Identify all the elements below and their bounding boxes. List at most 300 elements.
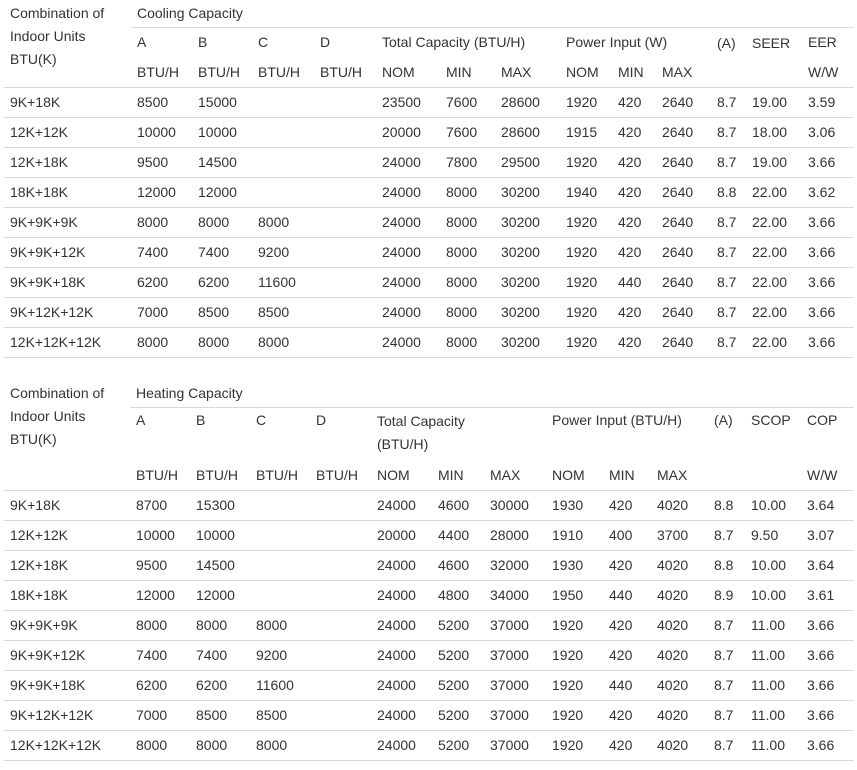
power-nom-cell: 1920 — [546, 610, 603, 640]
amp-cell: 8.7 — [711, 327, 746, 357]
amp-cell: 8.8 — [708, 490, 745, 520]
power-min-cell: 420 — [603, 490, 651, 520]
scop-header: SCOP — [745, 407, 801, 490]
d-cell — [314, 147, 376, 177]
total-min-cell: 8000 — [440, 267, 495, 297]
total-min-header: MIN — [446, 63, 472, 80]
eer-header: EER — [802, 27, 854, 57]
power-max-cell: 4020 — [651, 490, 708, 520]
combination-cell: 9K+9K+12K — [4, 640, 130, 670]
efficiency-cell: 19.00 — [746, 147, 802, 177]
power-min-cell: 420 — [603, 640, 651, 670]
c-cell: 9200 — [252, 237, 314, 267]
power-nom-header: NOM — [566, 63, 599, 80]
combination-cell: 9K+12K+12K — [4, 297, 131, 327]
power-max-header: MAX — [662, 63, 693, 80]
efficiency-cell: 11.00 — [745, 730, 801, 760]
total-nom-cell: 24000 — [371, 610, 432, 640]
total-max-cell: 32000 — [484, 550, 546, 580]
unit-a: BTU/H — [136, 466, 178, 483]
heating-capacity-title: Heating Capacity — [136, 385, 243, 402]
efficiency-cell: 10.00 — [745, 580, 801, 610]
table-row — [4, 700, 854, 730]
d-cell — [310, 490, 371, 520]
power-max-cell: 4020 — [651, 700, 708, 730]
c-cell — [250, 520, 310, 550]
power-min-cell: 420 — [612, 177, 656, 207]
total-nom-cell: 24000 — [376, 237, 440, 267]
seer-header: SEER — [746, 27, 802, 87]
ratio-cell: 3.66 — [802, 207, 854, 237]
c-cell: 8000 — [250, 730, 310, 760]
amp-cell: 8.7 — [708, 700, 745, 730]
a-cell: 8000 — [130, 610, 190, 640]
power-min-cell: 440 — [603, 670, 651, 700]
unit-a: BTU/H — [137, 63, 179, 80]
total-min-cell: 7600 — [440, 87, 495, 117]
combination-cell: 9K+9K+18K — [4, 267, 131, 297]
power-max-cell: 4020 — [651, 730, 708, 760]
combination-cell: 12K+18K — [4, 550, 130, 580]
ratio-cell: 3.66 — [801, 640, 854, 670]
efficiency-cell: 11.00 — [745, 670, 801, 700]
col-c-header: C — [252, 27, 314, 57]
b-cell: 6200 — [192, 267, 252, 297]
efficiency-cell: 22.00 — [746, 237, 802, 267]
total-max-cell: 30200 — [495, 207, 560, 237]
ratio-cell: 3.07 — [801, 520, 854, 550]
amp-cell: 8.7 — [711, 207, 746, 237]
table-row — [4, 147, 854, 177]
combination-cell: 12K+12K — [4, 520, 130, 550]
total-max-cell: 37000 — [484, 730, 546, 760]
power-min-cell: 420 — [612, 237, 656, 267]
efficiency-cell: 10.00 — [745, 550, 801, 580]
power-nom-cell: 1920 — [546, 730, 603, 760]
ratio-cell: 3.66 — [801, 610, 854, 640]
combination-cell: 9K+18K — [4, 490, 130, 520]
efficiency-cell: 10.00 — [745, 490, 801, 520]
table-row — [4, 117, 854, 147]
table-row — [4, 297, 854, 327]
power-nom-cell: 1910 — [546, 520, 603, 550]
power-max-cell: 2640 — [656, 87, 711, 117]
combination-cell: 12K+12K — [4, 117, 131, 147]
power-min-cell: 420 — [612, 147, 656, 177]
power-min-cell: 420 — [603, 610, 651, 640]
total-max-cell: 28000 — [484, 520, 546, 550]
power-min-header: MIN — [609, 466, 635, 483]
d-cell — [314, 237, 376, 267]
combination-cell: 9K+9K+9K — [4, 207, 131, 237]
table-row — [4, 670, 854, 700]
combination-cell: 18K+18K — [4, 177, 131, 207]
total-max-cell: 34000 — [484, 580, 546, 610]
col-b-header: B — [190, 407, 250, 460]
table-row — [4, 177, 854, 207]
col-b-header: B — [192, 27, 252, 57]
col-c-header: C — [250, 407, 310, 460]
total-max-cell: 28600 — [495, 87, 560, 117]
total-min-cell: 4400 — [432, 520, 484, 550]
amp-cell: 8.7 — [708, 520, 745, 550]
power-nom-cell: 1920 — [560, 267, 612, 297]
ratio-cell: 3.66 — [801, 730, 854, 760]
total-nom-cell: 24000 — [376, 267, 440, 297]
b-cell: 12000 — [190, 580, 250, 610]
b-cell: 8000 — [190, 610, 250, 640]
col-d-header: D — [310, 407, 371, 460]
amp-cell: 8.7 — [711, 87, 746, 117]
total-min-cell: 8000 — [440, 327, 495, 357]
power-nom-cell: 1920 — [560, 87, 612, 117]
c-cell — [250, 550, 310, 580]
power-min-header: MIN — [618, 63, 644, 80]
power-min-cell: 420 — [603, 700, 651, 730]
power-nom-cell: 1920 — [546, 640, 603, 670]
combination-cell: 9K+18K — [4, 87, 131, 117]
cop-header: COP — [801, 407, 854, 460]
power-min-cell: 420 — [612, 207, 656, 237]
d-cell — [314, 297, 376, 327]
total-nom-cell: 20000 — [371, 520, 432, 550]
col-d-header: D — [314, 27, 376, 57]
b-cell: 10000 — [192, 117, 252, 147]
a-cell: 8000 — [131, 207, 192, 237]
power-max-cell: 2640 — [656, 297, 711, 327]
a-cell: 8000 — [130, 730, 190, 760]
c-cell: 9200 — [250, 640, 310, 670]
heating-capacity-table — [4, 380, 854, 761]
amp-cell: 8.7 — [711, 147, 746, 177]
efficiency-cell: 22.00 — [746, 207, 802, 237]
total-max-cell: 30200 — [495, 327, 560, 357]
combination-cell: 9K+9K+18K — [4, 670, 130, 700]
a-cell: 8700 — [130, 490, 190, 520]
power-nom-cell: 1930 — [546, 490, 603, 520]
cooling-capacity-title: Cooling Capacity — [137, 5, 243, 22]
total-min-cell: 7600 — [440, 117, 495, 147]
a-cell: 7000 — [130, 700, 190, 730]
b-cell: 14500 — [192, 147, 252, 177]
a-cell: 6200 — [130, 670, 190, 700]
b-cell: 14500 — [190, 550, 250, 580]
combination-header: Combination of Indoor Units BTU(K) — [10, 385, 105, 447]
total-min-cell: 8000 — [440, 297, 495, 327]
power-nom-cell: 1920 — [560, 207, 612, 237]
ratio-cell: 3.06 — [802, 117, 854, 147]
total-nom-cell: 23500 — [376, 87, 440, 117]
total-min-cell: 4600 — [432, 490, 484, 520]
ratio-cell: 3.66 — [802, 297, 854, 327]
table-row — [4, 87, 854, 117]
b-cell: 6200 — [190, 670, 250, 700]
power-min-cell: 420 — [603, 550, 651, 580]
power-min-cell: 420 — [612, 117, 656, 147]
amp-cell: 8.7 — [708, 670, 745, 700]
a-cell: 8500 — [131, 87, 192, 117]
power-max-cell: 4020 — [651, 640, 708, 670]
unit-c: BTU/H — [258, 63, 300, 80]
total-nom-cell: 24000 — [376, 177, 440, 207]
total-min-cell: 5200 — [432, 610, 484, 640]
efficiency-cell: 11.00 — [745, 700, 801, 730]
amp-header: (A) — [708, 407, 745, 490]
total-capacity-header: Total Capacity (BTU/H) — [371, 407, 484, 460]
amp-header: (A) — [711, 27, 746, 87]
combination-cell: 12K+12K+12K — [4, 327, 131, 357]
d-cell — [310, 640, 371, 670]
c-cell — [252, 177, 314, 207]
cooling-capacity-table — [4, 0, 854, 358]
c-cell: 11600 — [250, 670, 310, 700]
total-max-cell: 37000 — [484, 640, 546, 670]
efficiency-cell: 11.00 — [745, 610, 801, 640]
power-max-cell: 2640 — [656, 117, 711, 147]
power-max-cell: 2640 — [656, 237, 711, 267]
efficiency-cell: 22.00 — [746, 267, 802, 297]
c-cell — [252, 117, 314, 147]
amp-cell: 8.7 — [711, 297, 746, 327]
total-min-cell: 8000 — [440, 177, 495, 207]
total-max-header: MAX — [501, 63, 532, 80]
a-cell: 7400 — [130, 640, 190, 670]
combination-header: Combination of Indoor Units BTU(K) — [10, 5, 105, 67]
d-cell — [314, 327, 376, 357]
table-row — [4, 730, 854, 760]
a-cell: 6200 — [131, 267, 192, 297]
efficiency-cell: 11.00 — [745, 640, 801, 670]
col-a-header: A — [131, 27, 192, 57]
power-nom-cell: 1940 — [560, 177, 612, 207]
total-nom-cell: 24000 — [371, 640, 432, 670]
c-cell: 8500 — [250, 700, 310, 730]
ratio-cell: 3.66 — [802, 267, 854, 297]
d-cell — [314, 267, 376, 297]
total-min-cell: 4800 — [432, 580, 484, 610]
efficiency-cell: 22.00 — [746, 177, 802, 207]
amp-cell: 8.7 — [711, 237, 746, 267]
a-cell: 10000 — [131, 117, 192, 147]
power-nom-cell: 1920 — [560, 327, 612, 357]
ratio-cell: 3.66 — [802, 327, 854, 357]
ww-unit: W/W — [807, 466, 838, 483]
power-min-cell: 420 — [603, 730, 651, 760]
power-max-cell: 2640 — [656, 147, 711, 177]
total-nom-header: NOM — [377, 466, 410, 483]
table-row — [4, 267, 854, 297]
unit-d: BTU/H — [320, 63, 362, 80]
total-min-cell: 4600 — [432, 550, 484, 580]
total-min-cell: 5200 — [432, 700, 484, 730]
table-row — [4, 237, 854, 267]
b-cell: 8500 — [192, 297, 252, 327]
a-cell: 8000 — [131, 327, 192, 357]
total-capacity-header: Total Capacity (BTU/H) — [376, 27, 560, 57]
total-max-cell: 30200 — [495, 267, 560, 297]
b-cell: 12000 — [192, 177, 252, 207]
c-cell: 11600 — [252, 267, 314, 297]
b-cell: 7400 — [190, 640, 250, 670]
combination-cell: 12K+18K — [4, 147, 131, 177]
ratio-cell: 3.62 — [802, 177, 854, 207]
total-max-cell: 30000 — [484, 490, 546, 520]
power-nom-cell: 1930 — [546, 550, 603, 580]
efficiency-cell: 19.00 — [746, 87, 802, 117]
total-nom-cell: 24000 — [371, 490, 432, 520]
combination-cell: 12K+12K+12K — [4, 730, 130, 760]
total-nom-header: NOM — [382, 63, 415, 80]
power-max-cell: 4020 — [651, 550, 708, 580]
power-max-cell: 2640 — [656, 267, 711, 297]
combination-cell: 9K+12K+12K — [4, 700, 130, 730]
total-nom-cell: 24000 — [371, 550, 432, 580]
a-cell: 7000 — [131, 297, 192, 327]
power-min-cell: 440 — [612, 267, 656, 297]
ratio-cell: 3.66 — [802, 147, 854, 177]
power-nom-cell: 1950 — [546, 580, 603, 610]
power-min-cell: 420 — [612, 297, 656, 327]
power-nom-cell: 1920 — [546, 670, 603, 700]
c-cell: 8000 — [250, 610, 310, 640]
a-cell: 10000 — [130, 520, 190, 550]
a-cell: 9500 — [131, 147, 192, 177]
power-nom-header: NOM — [552, 466, 585, 483]
table-row — [4, 640, 854, 670]
table-row — [4, 490, 854, 520]
total-min-header: MIN — [438, 466, 464, 483]
power-nom-cell: 1920 — [560, 297, 612, 327]
unit-c: BTU/H — [256, 466, 298, 483]
total-nom-cell: 20000 — [376, 117, 440, 147]
total-min-cell: 8000 — [440, 207, 495, 237]
d-cell — [310, 550, 371, 580]
table-row — [4, 520, 854, 550]
d-cell — [310, 580, 371, 610]
total-nom-cell: 24000 — [376, 147, 440, 177]
d-cell — [310, 520, 371, 550]
b-cell: 8000 — [192, 327, 252, 357]
power-max-cell: 4020 — [651, 610, 708, 640]
total-max-cell: 37000 — [484, 670, 546, 700]
amp-cell: 8.7 — [708, 610, 745, 640]
a-cell: 7400 — [131, 237, 192, 267]
power-max-cell: 2640 — [656, 207, 711, 237]
c-cell: 8500 — [252, 297, 314, 327]
ratio-cell: 3.64 — [801, 490, 854, 520]
power-min-cell: 420 — [612, 327, 656, 357]
total-max-cell: 29500 — [495, 147, 560, 177]
amp-cell: 8.7 — [708, 730, 745, 760]
b-cell: 8000 — [192, 207, 252, 237]
total-max-cell: 30200 — [495, 237, 560, 267]
c-cell — [250, 580, 310, 610]
ratio-cell: 3.66 — [801, 700, 854, 730]
power-max-header: MAX — [657, 466, 688, 483]
power-max-cell: 2640 — [656, 327, 711, 357]
power-max-cell: 4020 — [651, 670, 708, 700]
table-row — [4, 327, 854, 357]
efficiency-cell: 18.00 — [746, 117, 802, 147]
power-min-cell: 440 — [603, 580, 651, 610]
power-input-header: Power Input (W) — [560, 27, 711, 57]
d-cell — [310, 730, 371, 760]
table-row — [4, 207, 854, 237]
ww-unit: W/W — [808, 63, 839, 80]
ratio-cell: 3.64 — [801, 550, 854, 580]
power-input-header: Power Input (BTU/H) — [546, 407, 708, 460]
table-row — [4, 610, 854, 640]
total-nom-cell: 24000 — [371, 700, 432, 730]
efficiency-cell: 22.00 — [746, 297, 802, 327]
power-nom-cell: 1915 — [560, 117, 612, 147]
a-cell: 12000 — [131, 177, 192, 207]
total-min-cell: 5200 — [432, 640, 484, 670]
power-nom-cell: 1920 — [560, 147, 612, 177]
power-max-cell: 3700 — [651, 520, 708, 550]
d-cell — [310, 670, 371, 700]
amp-cell: 8.7 — [708, 640, 745, 670]
d-cell — [314, 117, 376, 147]
amp-cell: 8.8 — [711, 177, 746, 207]
table-row — [4, 580, 854, 610]
c-cell — [252, 147, 314, 177]
b-cell: 10000 — [190, 520, 250, 550]
power-nom-cell: 1920 — [560, 237, 612, 267]
total-min-cell: 5200 — [432, 670, 484, 700]
total-max-cell: 30200 — [495, 297, 560, 327]
total-max-cell: 37000 — [484, 610, 546, 640]
combination-cell: 18K+18K — [4, 580, 130, 610]
total-min-cell: 7800 — [440, 147, 495, 177]
c-cell — [252, 87, 314, 117]
total-max-cell: 37000 — [484, 700, 546, 730]
amp-cell: 8.7 — [711, 267, 746, 297]
efficiency-cell: 22.00 — [746, 327, 802, 357]
unit-d: BTU/H — [316, 466, 358, 483]
b-cell: 7400 — [192, 237, 252, 267]
unit-b: BTU/H — [196, 466, 238, 483]
combination-cell: 9K+9K+12K — [4, 237, 131, 267]
amp-cell: 8.8 — [708, 550, 745, 580]
d-cell — [310, 700, 371, 730]
b-cell: 15000 — [192, 87, 252, 117]
d-cell — [314, 207, 376, 237]
total-nom-cell: 24000 — [376, 207, 440, 237]
efficiency-cell: 9.50 — [745, 520, 801, 550]
c-cell — [250, 490, 310, 520]
total-nom-cell: 24000 — [371, 730, 432, 760]
total-min-cell: 8000 — [440, 237, 495, 267]
b-cell: 15300 — [190, 490, 250, 520]
a-cell: 12000 — [130, 580, 190, 610]
power-max-cell: 4020 — [651, 580, 708, 610]
ratio-cell: 3.61 — [801, 580, 854, 610]
d-cell — [314, 87, 376, 117]
d-cell — [310, 610, 371, 640]
a-cell: 9500 — [130, 550, 190, 580]
total-nom-cell: 24000 — [376, 297, 440, 327]
total-max-cell: 28600 — [495, 117, 560, 147]
total-nom-cell: 24000 — [376, 327, 440, 357]
total-min-cell: 5200 — [432, 730, 484, 760]
b-cell: 8000 — [190, 730, 250, 760]
c-cell: 8000 — [252, 207, 314, 237]
total-nom-cell: 24000 — [371, 670, 432, 700]
d-cell — [314, 177, 376, 207]
amp-cell: 8.7 — [711, 117, 746, 147]
total-max-header: MAX — [490, 466, 521, 483]
